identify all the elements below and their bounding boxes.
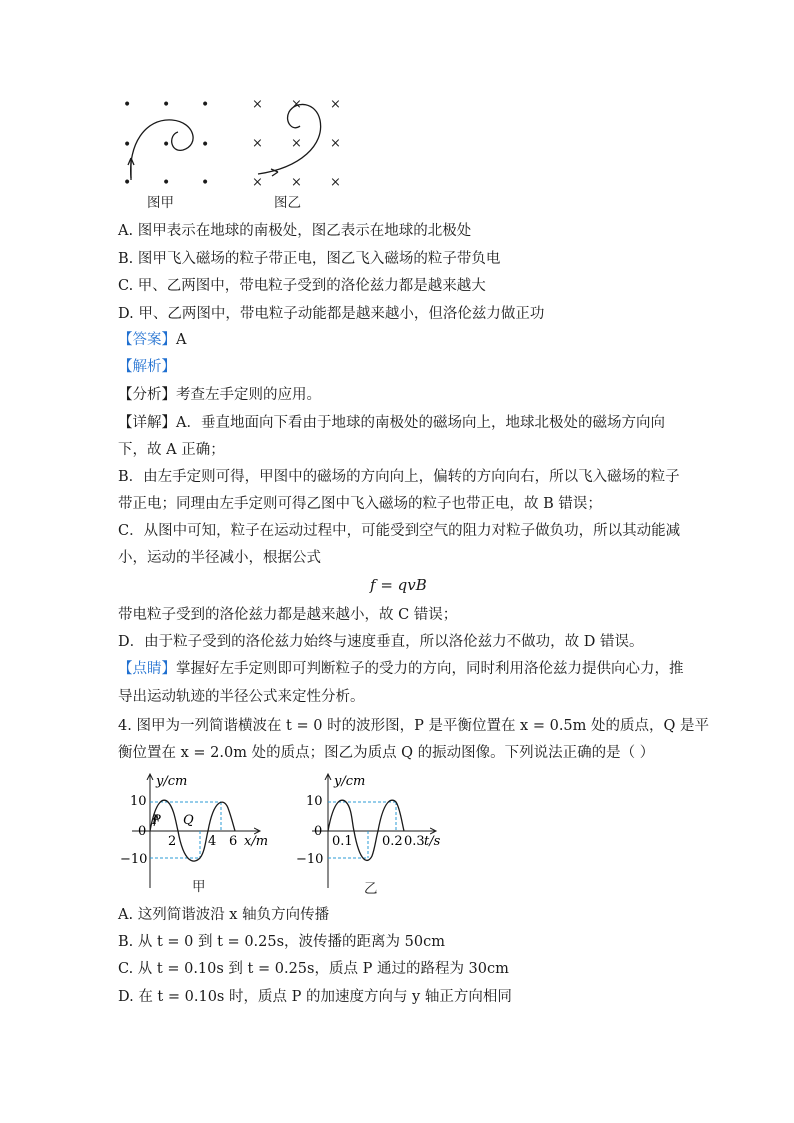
- xiangjie-line-1: [118, 413, 665, 433]
- q3-option-c: C. 甲、乙两图中，带电粒子受到的洛伦兹力都是越来越大: [118, 278, 486, 294]
- trajectory-yi: [258, 104, 321, 174]
- graph-jia-ytick-10: 10: [130, 794, 147, 809]
- dianjing-tag: 【点睛】: [118, 661, 176, 677]
- field-dot: •: [123, 175, 132, 191]
- analysis-line: [118, 357, 176, 377]
- explain-c-3: 带电粒子受到的洛伦兹力都是越来越小，故 C 错误；: [118, 607, 458, 623]
- fenxi-text: 考查左手定则的应用。: [176, 387, 321, 403]
- fenxi-tag: 【分析】: [118, 387, 176, 403]
- q3-option-d: D. 甲、乙两图中，带电粒子动能都是越来越小，但洛伦兹力做正功: [118, 306, 545, 322]
- field-dot: •: [123, 97, 132, 113]
- dianjing-line-1: [118, 659, 684, 679]
- graph-jia-ytick-neg10: −10: [120, 852, 148, 867]
- lorentz-formula: f = qvB: [370, 576, 427, 594]
- explain-c-2: 小，运动的半径减小，根据公式: [118, 550, 321, 566]
- answer-line: [118, 330, 186, 350]
- q4-option-c: C. 从 t = 0.10s 到 t = 0.25s，质点 P 通过的路程为 30cm: [118, 961, 509, 977]
- xiangjie-tag: 【详解】: [118, 415, 176, 431]
- field-dot: •: [201, 175, 210, 191]
- graph-yi-xlabel: t/s: [424, 834, 441, 849]
- field-dot: •: [201, 97, 210, 113]
- graph-yi-xtick-01: 0.1: [332, 834, 353, 849]
- vibration-graph-yi: [296, 768, 466, 898]
- caption-graph-yi: 乙: [364, 881, 378, 897]
- graph-jia-ylabel: y/cm: [156, 774, 188, 789]
- field-cross: ×: [330, 97, 341, 112]
- graph-jia-ytick-0: 0: [138, 824, 147, 839]
- field-cross: ×: [252, 97, 263, 112]
- xiangjie-text: A．垂直地面向下看由于地球的南极处的磁场向上，地球北极处的磁场方向向: [176, 415, 665, 431]
- caption-fig-yi: 图乙: [274, 195, 301, 211]
- explain-c-1: C．从图中可知，粒子在运动过程中，可能受到空气的阻力对粒子做负功，所以其动能减: [118, 523, 681, 539]
- field-dot: •: [123, 137, 132, 153]
- field-dot: •: [162, 97, 171, 113]
- vibration-curve: [328, 800, 404, 860]
- q4-option-b: B. 从 t = 0 到 t = 0.25s，波传播的距离为 50cm: [118, 934, 445, 950]
- field-cross: ×: [291, 175, 302, 190]
- point-q-label: Q: [183, 813, 194, 828]
- graph-jia-xtick-4: 4: [208, 834, 217, 849]
- graph-jia-xtick-6: 6: [229, 834, 238, 849]
- q4-option-d: D. 在 t = 0.10s 时，质点 P 的加速度方向与 y 轴正方向相同: [118, 989, 512, 1005]
- graph-yi-ytick-0: 0: [314, 824, 323, 839]
- dianjing-line-2: 导出运动轨迹的半径公式来定性分析。: [118, 689, 365, 705]
- xiangjie-line-2: 下，故 A 正确；: [118, 442, 225, 458]
- answer-value: A: [176, 332, 187, 348]
- field-cross: ×: [252, 175, 263, 190]
- q4-stem-2: 衡位置在 x = 2.0m 处的质点；图乙为质点 Q 的振动图像。下列说法正确的是（ ）: [118, 745, 655, 761]
- field-dot: •: [162, 137, 171, 153]
- point-p-label: P: [152, 813, 161, 828]
- q3-option-a: A. 图甲表示在地球的南极处，图乙表示在地球的北极处: [118, 223, 472, 239]
- field-dot: •: [201, 137, 210, 153]
- q4-option-a: A. 这列简谐波沿 x 轴负方向传播: [118, 907, 330, 923]
- explain-d-1: D．由于粒子受到的洛伦兹力始终与速度垂直，所以洛伦兹力不做功，故 D 错误。: [118, 634, 644, 650]
- q3-option-b: B. 图甲飞入磁场的粒子带正电，图乙飞入磁场的粒子带负电: [118, 251, 501, 267]
- dianjing-text: 掌握好左手定则即可判断粒子的受力的方向，同时利用洛伦兹力提供向心力，推: [176, 661, 684, 677]
- field-cross: ×: [330, 175, 341, 190]
- graph-jia-xtick-2: 2: [168, 834, 177, 849]
- explain-b-2: 带正电；同理由左手定则可得乙图中飞入磁场的粒子也带正电，故 B 错误；: [118, 496, 602, 512]
- field-cross: ×: [291, 97, 302, 112]
- answer-tag: 【答案】: [118, 332, 176, 348]
- caption-graph-jia: 甲: [192, 879, 206, 895]
- graph-yi-ytick-10: 10: [306, 794, 323, 809]
- q4-stem-1: 4. 图甲为一列简谐横波在 t = 0 时的波形图，P 是平衡位置在 x = 0.5m 处的质点，Q 是平: [118, 718, 710, 734]
- graph-yi-ytick-neg10: −10: [296, 852, 324, 867]
- field-cross: ×: [330, 136, 341, 151]
- graph-yi-xtick-03: 0.3: [404, 834, 425, 849]
- fig-yi-crosses: [252, 97, 341, 190]
- field-cross: ×: [252, 136, 263, 151]
- fenxi-line: [118, 385, 321, 405]
- explain-b-1: B．由左手定则可得，甲图中的磁场的方向向上，偏转的方向向右，所以飞入磁场的粒子: [118, 469, 680, 485]
- analysis-tag: 【解析】: [118, 359, 176, 375]
- field-cross: ×: [291, 136, 302, 151]
- graph-jia-xlabel: x/m: [244, 834, 269, 849]
- graph-yi-ylabel: y/cm: [334, 774, 366, 789]
- field-dot: •: [162, 175, 171, 191]
- graph-yi-xtick-02: 0.2: [382, 834, 403, 849]
- caption-fig-jia: 图甲: [147, 195, 174, 211]
